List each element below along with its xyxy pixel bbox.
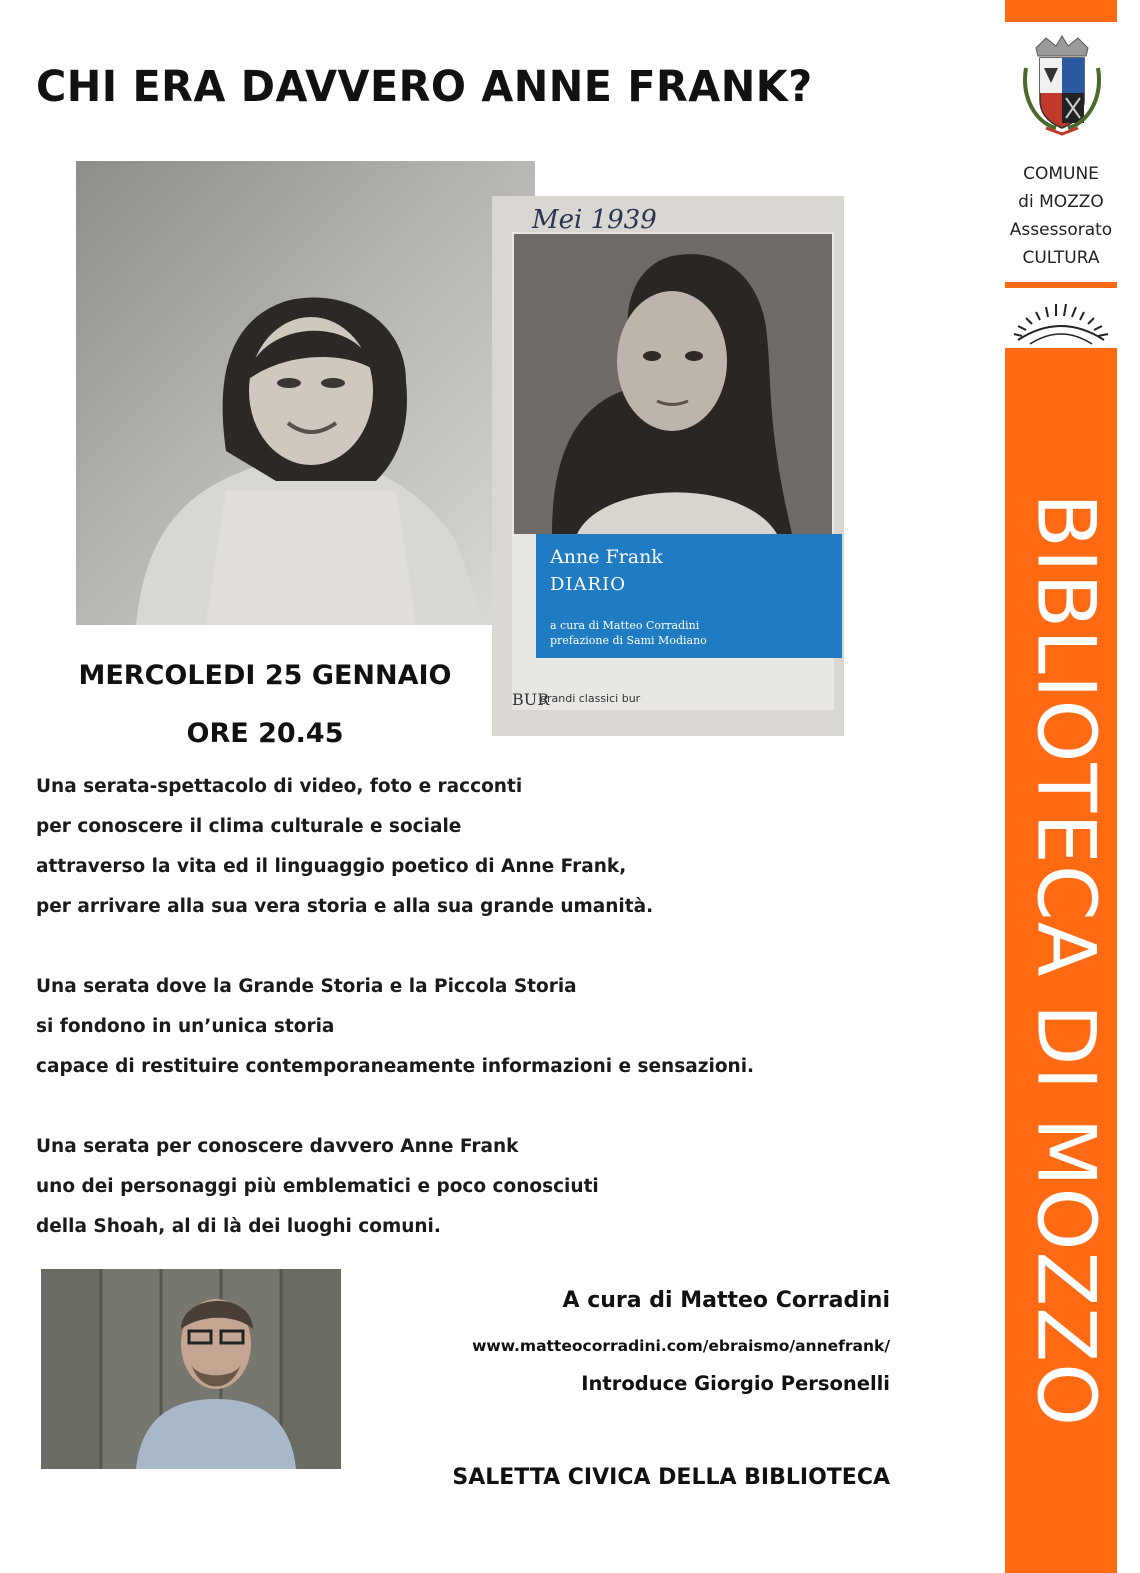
poster-title: CHI ERA DAVVERO ANNE FRANK? [36,62,813,112]
municipal-crest-icon [1016,28,1108,142]
top-accent-bar [1005,0,1117,22]
book-curator: a cura di Matteo Corradini [550,619,700,632]
book-preface: prefazione di Sami Modiano [550,634,707,647]
description-paragraph-3: Una serata per conoscere davvero Anne Frank uno dei personaggi più emblematici e poco conosciuti della Shoah, al di là dei luoghi comuni. [36,1136,599,1237]
description-paragraph-1: Una serata-spettacolo di video, foto e racconti per conoscere il clima culturale e sociale attraverso la vita ed il linguaggio poetico di Anne Frank, per arrivare alla sua vera storia e alla sua grande umanità. [36,776,654,917]
event-date: MERCOLEDI 25 GENNAIO [78,660,452,691]
handwriting-date: Mei 1939 [532,205,657,235]
comune-label: COMUNE di MOZZO Assessorato CULTURA [1009,164,1113,268]
anne-frank-photo [76,161,535,625]
library-sidebar [1005,348,1117,1573]
venue: SALETTA CIVICA DELLA BIBLIOTECA [452,1465,890,1490]
event-time: ORE 20.45 [186,718,344,749]
bur-series: grandi classici bur [540,692,641,705]
introducer: Introduce Giorgio Personelli [581,1372,890,1395]
library-logo-icon [1012,292,1110,350]
bur-logo: BUR [512,690,550,709]
book-author: Anne Frank [550,546,663,568]
book-title: DIARIO [550,574,626,595]
curator-credit: A cura di Matteo Corradini [562,1288,890,1313]
curator-photo [41,1269,341,1469]
website-link[interactable]: www.matteocorradini.com/ebraismo/annefrank/ [472,1337,890,1355]
library-name: BIBLIOTECA DI MOZZO [1019,492,1113,1428]
description-paragraph-2: Una serata dove la Grande Storia e la Piccola Storia si fondono in un’unica storia capace di restituire contemporaneamente informazioni e sensazioni. [36,976,755,1077]
book-label [536,534,842,658]
thin-accent-bar [1005,282,1117,288]
